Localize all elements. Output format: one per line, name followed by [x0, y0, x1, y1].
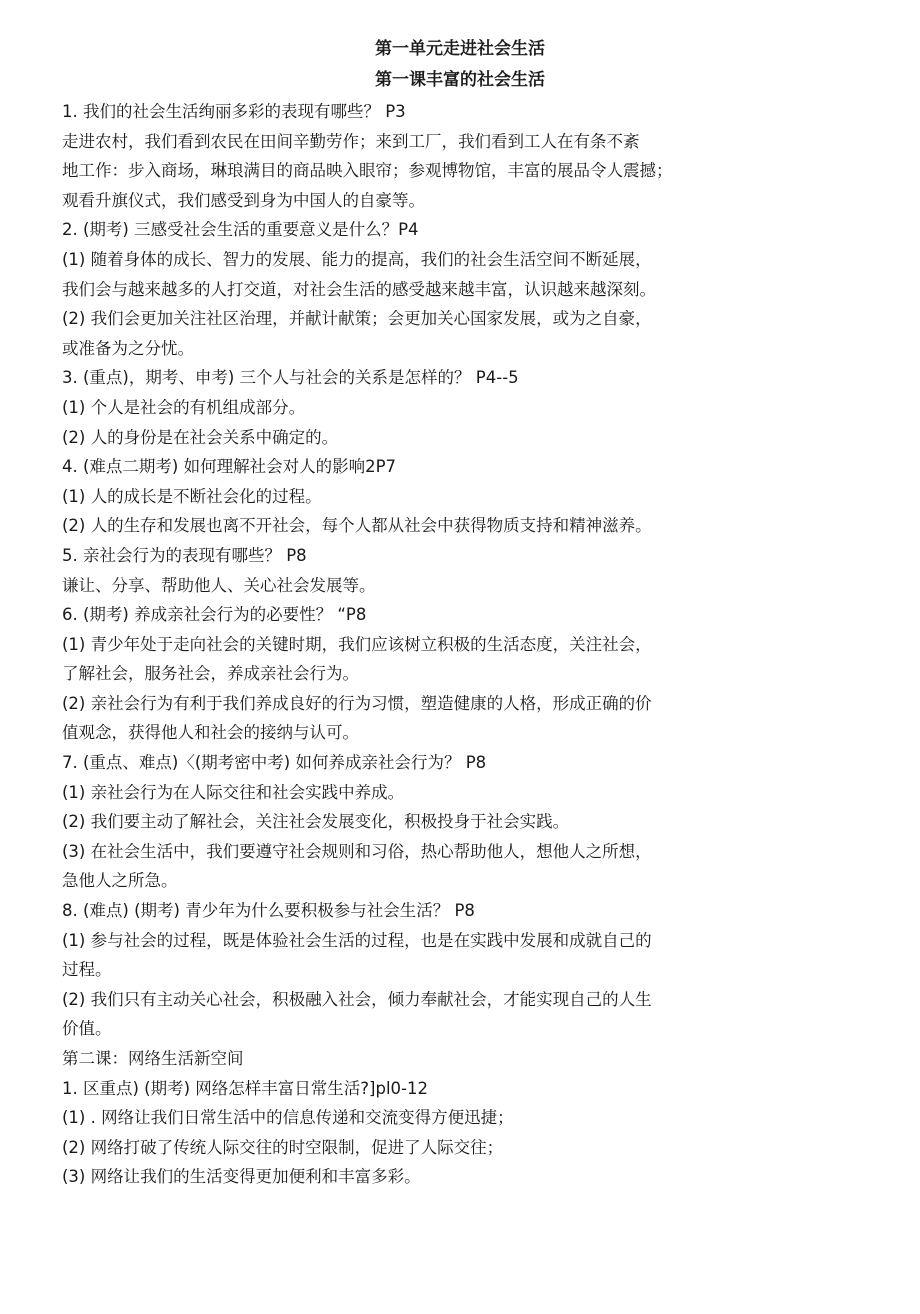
document-body: [62, 97, 902, 1192]
text-line: (2) 人的身份是在社会关系中确定的。: [62, 427, 339, 447]
text-line: (1) . 网络让我们日常生活中的信息传递和交流变得方便迅捷；: [62, 1108, 514, 1128]
text-line: (1) 个人是社会的有机组成部分。: [62, 397, 306, 417]
text-line: 5. 亲社会行为的表现有哪些？ P8: [62, 545, 307, 565]
text-line: (1) 亲社会行为在人际交往和社会实践中养成。: [62, 782, 405, 802]
text-line: 了解社会，服务社会，养成亲社会行为。: [62, 664, 359, 684]
text-line: 走进农村，我们看到农民在田间辛勤劳作；来到工厂，我们看到工人在有条不紊: [62, 131, 640, 151]
text-line: 急他人之所急。: [62, 871, 178, 891]
text-line: 4. (难点二期考) 如何理解社会对人的影响2P7: [62, 457, 397, 477]
text-line: 1. 区重点) (期考) 网络怎样丰富日常生活?]pl0-12: [62, 1078, 428, 1098]
text-line: 过程。: [62, 960, 112, 980]
text-line: 价值。: [62, 1019, 112, 1039]
text-line: 值观念，获得他人和社会的接纳与认可。: [62, 723, 359, 743]
text-line: 或准备为之分忧。: [62, 338, 194, 358]
text-line: (2) 我们会更加关注社区治理，并献计献策；会更加关心国家发展，或为之自豪，: [62, 309, 652, 329]
lesson-title: 第一课丰富的社会生活: [375, 70, 545, 90]
text-line: 1. 我们的社会生活绚丽多彩的表现有哪些？ P3: [62, 102, 406, 121]
text-line: 谦让、分享、帮助他人、关心社会发展等。: [62, 575, 376, 595]
text-line: (2) 我们只有主动关心社会，积极融入社会，倾力奉献社会，才能实现自己的人生: [62, 989, 652, 1009]
text-line: (1) 青少年处于走向社会的关键时期，我们应该树立积极的生活态度，关注社会，: [62, 634, 652, 654]
text-line: 3. (重点)，期考、申考) 三个人与社会的关系是怎样的？ P4--5: [62, 368, 519, 388]
unit-title: 第一单元走进社会生活: [375, 39, 545, 59]
text-line: 7. (重点、难点)〈(期考密中考) 如何养成亲社会行为？ P8: [62, 753, 487, 773]
text-line: (1) 参与社会的过程，既是体验社会生活的过程，也是在实践中发展和成就自己的: [62, 930, 652, 950]
text-line: (3) 在社会生活中，我们要遵守社会规则和习俗，热心帮助他人，想他人之所想，: [62, 841, 652, 861]
text-line: 第二课：网络生活新空间: [62, 1049, 244, 1068]
text-line: (3) 网络让我们的生活变得更加便利和丰富多彩。: [62, 1167, 421, 1187]
text-line: (2) 人的生存和发展也离不开社会，每个人都从社会中获得物质支持和精神滋养。: [62, 516, 652, 536]
text-line: (2) 亲社会行为有利于我们养成良好的行为习惯，塑造健康的人格，形成正确的价: [62, 693, 652, 713]
text-line: (1) 人的成长是不断社会化的过程。: [62, 486, 322, 506]
text-line: (2) 我们要主动了解社会，关注社会发展变化，积极投身于社会实践。: [62, 812, 570, 832]
text-line: (1) 随着身体的成长、智力的发展、能力的提高，我们的社会生活空间不断延展，: [62, 249, 652, 269]
text-line: 8. (难点) (期考) 青少年为什么要积极参与社会生活？ P8: [62, 901, 475, 921]
text-line: (2) 网络打破了传统人际交往的时空限制，促进了人际交往；: [62, 1137, 504, 1157]
text-line: 6. (期考) 养成亲社会行为的必要性？ “P8: [62, 605, 367, 625]
text-line: 地工作：步入商场，琳琅满目的商品映入眼帘；参观博物馆，丰富的展品令人震撼；: [62, 161, 673, 181]
text-line: 2. (期考) 三感受社会生活的重要意义是什么？P4: [62, 220, 419, 240]
text-line: 观看升旗仪式，我们感受到身为中国人的自豪等。: [62, 190, 425, 210]
text-line: 我们会与越来越多的人打交道，对社会生活的感受越来越丰富，认识越来越深刻。: [62, 279, 656, 299]
